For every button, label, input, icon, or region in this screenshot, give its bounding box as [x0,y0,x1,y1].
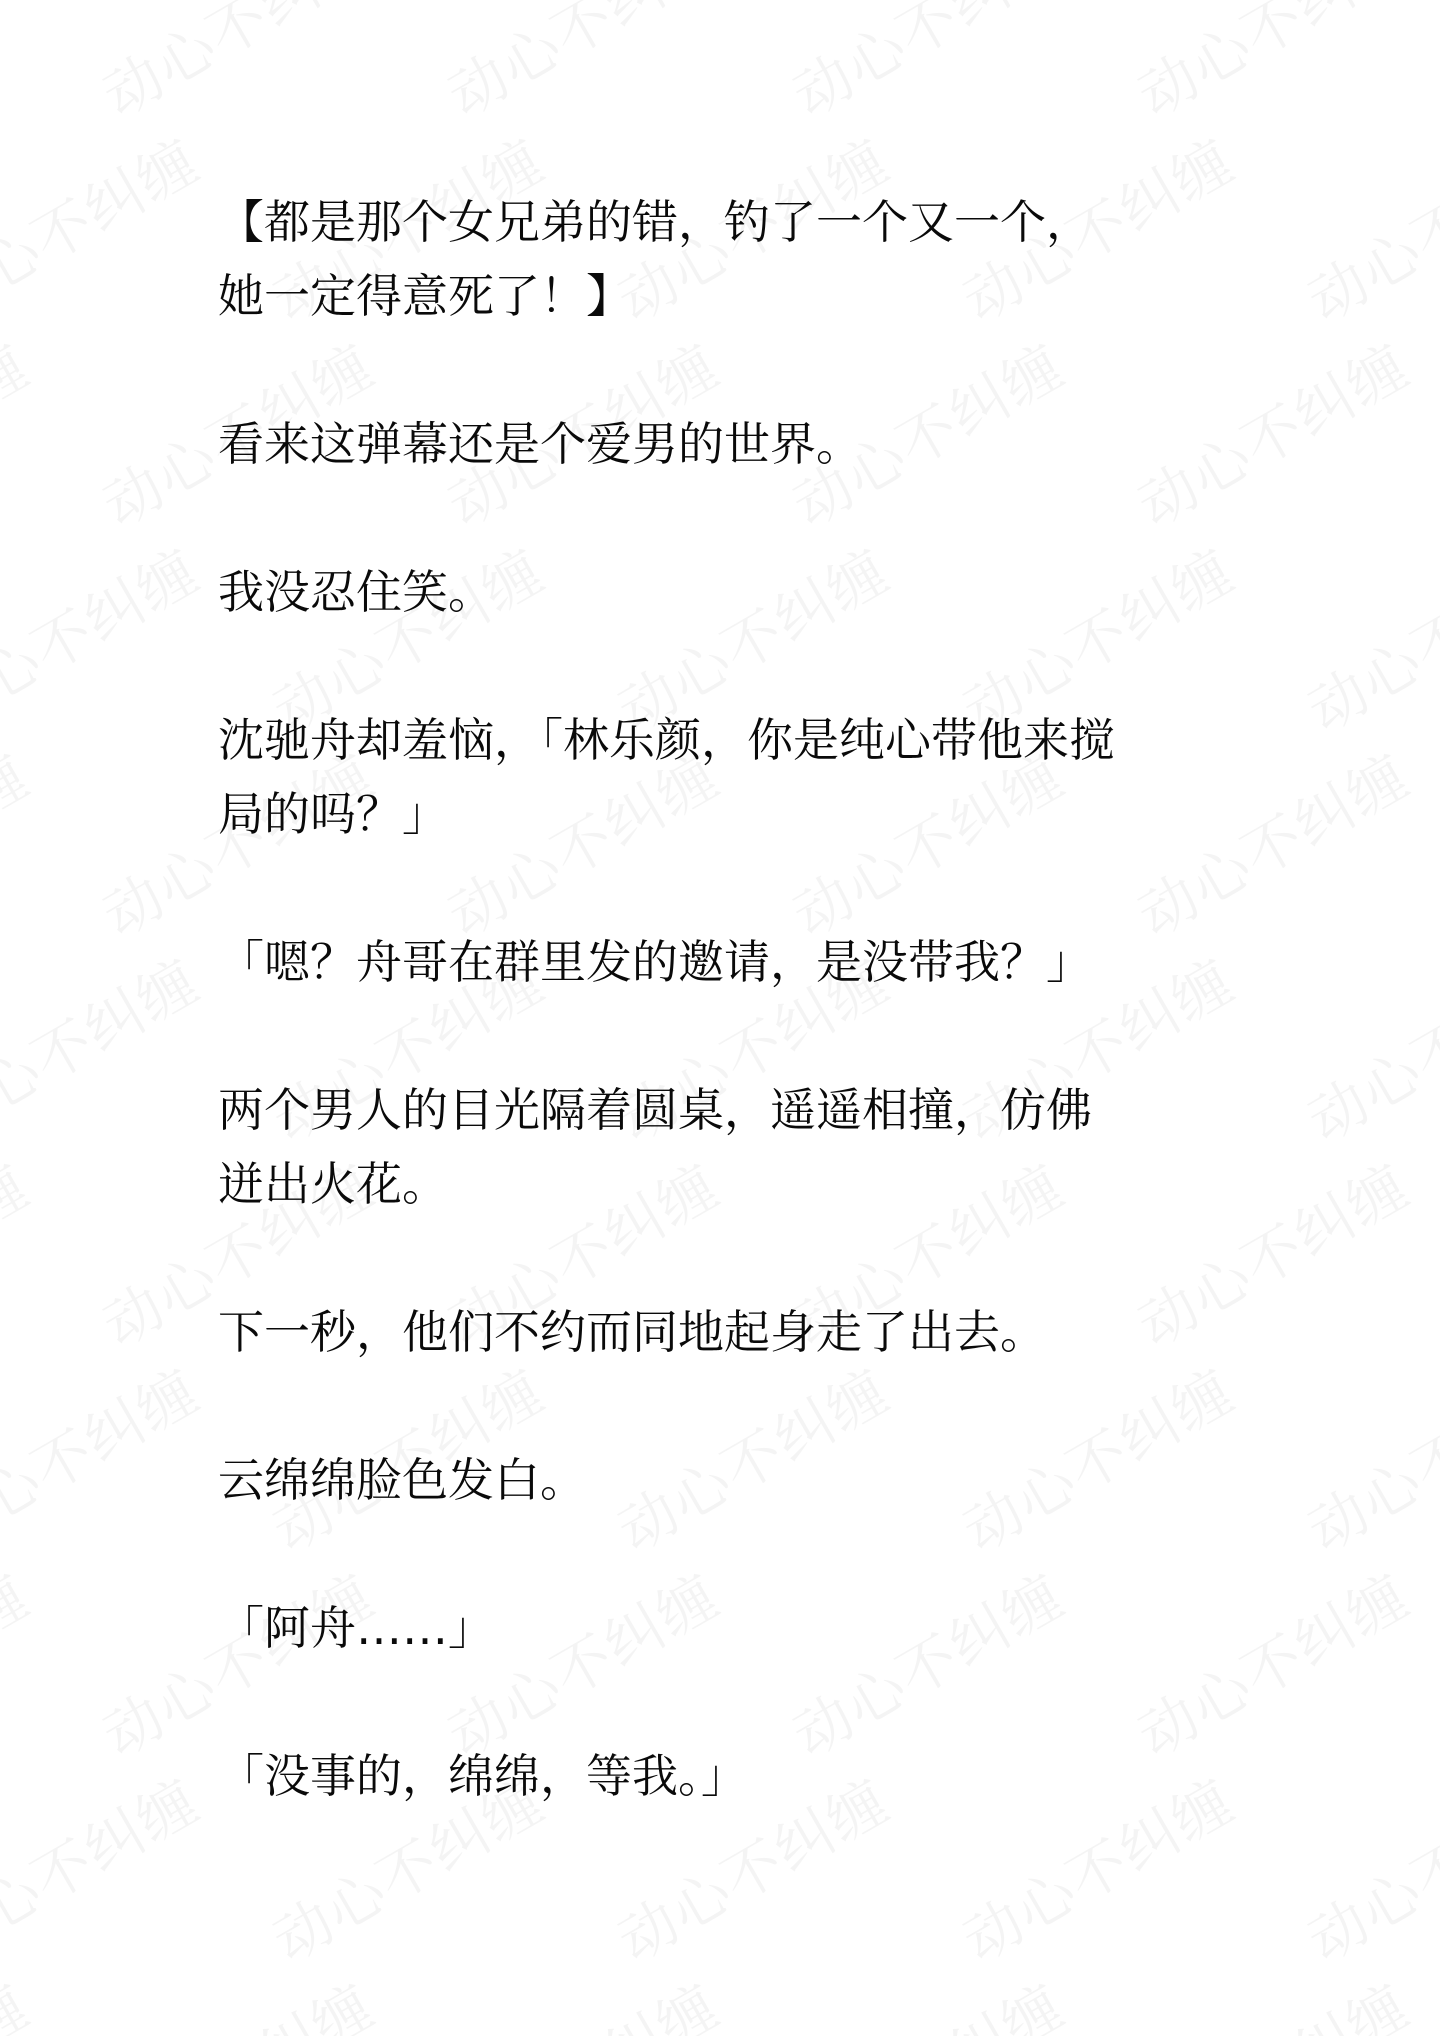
watermark-text [85,0,387,133]
paragraph: 看来这弹幕还是个爱男的世界。 [218,417,862,471]
paragraph: 「阿舟……」 [218,1601,494,1655]
watermark-text [1120,0,1422,133]
watermark-text [0,115,212,338]
watermark-text [0,1960,42,2036]
watermark-text [0,525,212,748]
watermark-text [0,320,42,543]
watermark-text [0,1140,42,1363]
watermark-text [85,1960,387,2036]
watermark-text [0,1550,42,1773]
watermark-text [1290,935,1440,1158]
watermark-text [0,935,212,1158]
paragraph: 【都是那个女兄弟的错，钓了一个又一个， 她一定得意死了！】 [218,195,1092,323]
paragraph: 「嗯？舟哥在群里发的邀请，是没带我？」 [218,935,1092,989]
paragraph: 沈驰舟却羞恼，「林乐颜，你是纯心带他来搅 局的吗？」 [218,713,1115,841]
watermark-text [0,0,42,133]
paragraph: 我没忍住笑。 [218,565,494,619]
paragraph: 云绵绵脸色发白。 [218,1453,586,1507]
watermark-text [1290,115,1440,338]
watermark-text [775,1960,1077,2036]
article-body [218,185,1228,1887]
watermark-text [1290,1755,1440,1978]
watermark-text [430,1960,732,2036]
watermark-text [0,1345,212,1568]
watermark-text [1120,1960,1422,2036]
paragraph: 两个男人的目光隔着圆桌，遥遥相撞，仿佛 迸出火花。 [218,1083,1092,1211]
watermark-text [775,0,1077,133]
watermark-text [0,1755,212,1978]
watermark-text [1290,525,1440,748]
watermark-text [430,0,732,133]
paragraph: 下一秒，他们不约而同地起身走了出去。 [218,1305,1046,1359]
watermark-text [0,730,42,953]
paragraph: 「没事的，绵绵，等我。」 [218,1749,747,1803]
watermark-text [1290,1345,1440,1568]
